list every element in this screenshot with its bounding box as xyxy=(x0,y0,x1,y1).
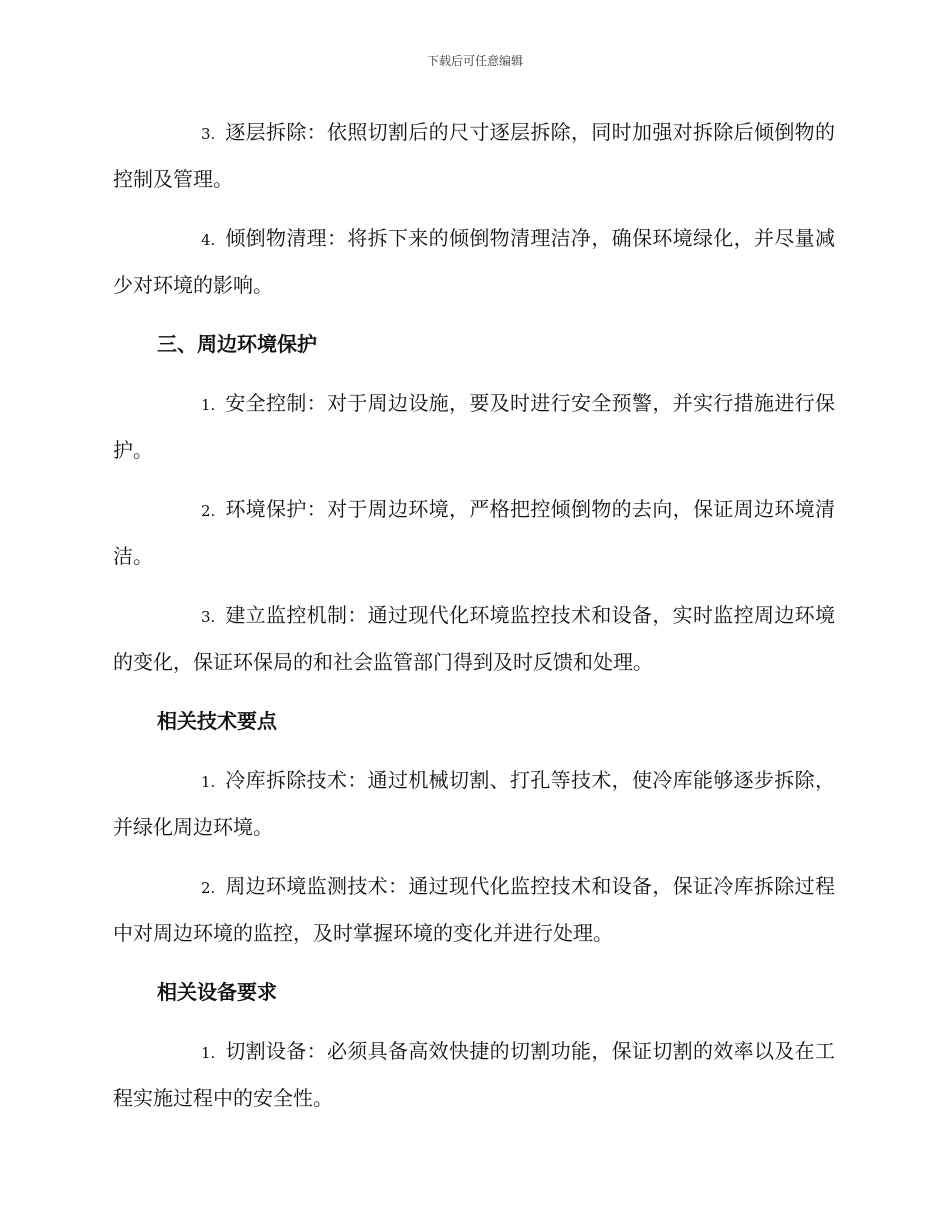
list-item xyxy=(113,1029,835,1121)
page-header: 下载后可任意编辑 xyxy=(426,54,523,68)
list-item-text: 冷库拆除技术：通过机械切割、打孔等技术，使冷库能够逐步拆除，并绿化周边环境。 xyxy=(113,768,835,839)
list-item-text: 周边环境监测技术：通过现代化监控技术和设备，保证冷库拆除过程中对周边环境的监控，及时掌握环境的变化并进行处理。 xyxy=(113,874,835,945)
section-heading: 相关设备要求 xyxy=(157,980,277,1004)
list-item-number: 2. xyxy=(201,502,216,520)
list-item-number: 3. xyxy=(201,125,216,143)
list-item-text: 倾倒物清理：将拆下来的倾倒物清理洁净，确保环境绿化，并尽量减少对环境的影响。 xyxy=(113,226,835,297)
list-item xyxy=(113,216,835,308)
section-heading: 相关技术要点 xyxy=(157,709,277,733)
list-item xyxy=(113,487,835,579)
document-body xyxy=(113,110,835,1135)
list-item xyxy=(113,110,835,202)
list-item-number: 3. xyxy=(201,608,216,626)
list-item xyxy=(113,758,835,850)
list-item xyxy=(113,864,835,956)
list-item-number: 4. xyxy=(201,231,216,249)
list-item-text: 建立监控机制：通过现代化环境监控技术和设备，实时监控周边环境的变化，保证环保局的和社会监管部门得到及时反馈和处理。 xyxy=(113,603,835,674)
list-item-text: 安全控制：对于周边设施，要及时进行安全预警，并实行措施进行保护。 xyxy=(113,391,835,462)
list-item-number: 1. xyxy=(201,396,216,414)
list-item-text: 逐层拆除：依照切割后的尺寸逐层拆除，同时加强对拆除后倾倒物的控制及管理。 xyxy=(113,120,835,191)
list-item-number: 2. xyxy=(201,879,216,897)
list-item xyxy=(113,381,835,473)
section-heading: 三、周边环境保护 xyxy=(157,332,317,356)
list-item-text: 切割设备：必须具备高效快捷的切割功能，保证切割的效率以及在工程实施过程中的安全性。 xyxy=(113,1039,835,1110)
list-item-number: 1. xyxy=(201,1044,216,1062)
list-item-number: 1. xyxy=(201,773,216,791)
list-item xyxy=(113,593,835,685)
list-item-text: 环境保护：对于周边环境，严格把控倾倒物的去向，保证周边环境清洁。 xyxy=(113,497,835,568)
